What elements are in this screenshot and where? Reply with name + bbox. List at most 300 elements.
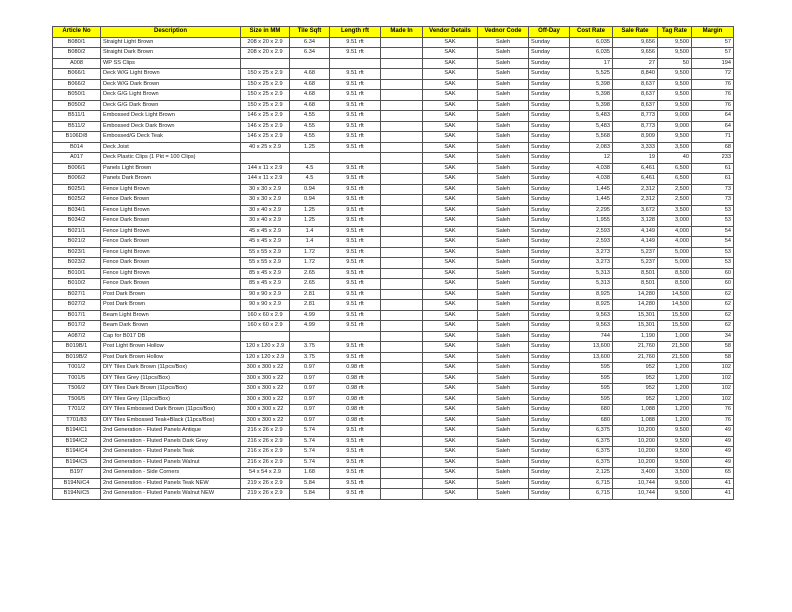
- cell-size-mm[interactable]: 216 x 26 x 2.9: [241, 426, 290, 437]
- cell-margin[interactable]: 64: [692, 111, 734, 122]
- cell-length-rft[interactable]: 9.51 rft: [330, 132, 381, 143]
- cell-tile-sqft[interactable]: 4.55: [290, 111, 330, 122]
- cell-article-no[interactable]: T701/83: [53, 415, 101, 426]
- cell-tag-rate[interactable]: 15,500: [658, 310, 692, 321]
- cell-cost-rate[interactable]: 17: [570, 58, 613, 69]
- cell-off-day[interactable]: Sunday: [529, 352, 570, 363]
- cell-margin[interactable]: 62: [692, 310, 734, 321]
- cell-tag-rate[interactable]: 1,200: [658, 373, 692, 384]
- cell-description[interactable]: Post Dark Brown: [101, 300, 241, 311]
- cell-made-in[interactable]: [381, 58, 423, 69]
- cell-tile-sqft[interactable]: 3.75: [290, 352, 330, 363]
- cell-sale-rate[interactable]: 3,672: [613, 205, 658, 216]
- cell-made-in[interactable]: [381, 331, 423, 342]
- cell-sale-rate[interactable]: 1,088: [613, 415, 658, 426]
- cell-length-rft[interactable]: 9.51 rft: [330, 289, 381, 300]
- cell-vendor-code[interactable]: Saleh: [478, 184, 529, 195]
- cell-vendor-details[interactable]: SAK: [423, 216, 478, 227]
- cell-description[interactable]: Fence Light Brown: [101, 205, 241, 216]
- cell-length-rft[interactable]: 9.51 rft: [330, 436, 381, 447]
- cell-size-mm[interactable]: 85 x 45 x 2.9: [241, 279, 290, 290]
- cell-tag-rate[interactable]: 50: [658, 58, 692, 69]
- cell-tile-sqft[interactable]: 0.97: [290, 415, 330, 426]
- cell-made-in[interactable]: [381, 258, 423, 269]
- cell-article-no[interactable]: B194/C2: [53, 436, 101, 447]
- cell-tag-rate[interactable]: 9,500: [658, 69, 692, 80]
- cell-length-rft[interactable]: 9.51 rft: [330, 184, 381, 195]
- cell-description[interactable]: Fence Dark Brown: [101, 279, 241, 290]
- cell-size-mm[interactable]: 30 x 40 x 2.9: [241, 205, 290, 216]
- cell-vendor-code[interactable]: Saleh: [478, 37, 529, 48]
- cell-cost-rate[interactable]: 2,593: [570, 237, 613, 248]
- cell-article-no[interactable]: B194/C1: [53, 426, 101, 437]
- cell-tag-rate[interactable]: 4,000: [658, 226, 692, 237]
- cell-off-day[interactable]: Sunday: [529, 132, 570, 143]
- cell-cost-rate[interactable]: 5,313: [570, 279, 613, 290]
- cell-sale-rate[interactable]: 8,773: [613, 111, 658, 122]
- cell-vendor-code[interactable]: Saleh: [478, 384, 529, 395]
- cell-sale-rate[interactable]: 6,461: [613, 163, 658, 174]
- cell-cost-rate[interactable]: 2,125: [570, 468, 613, 479]
- cell-sale-rate[interactable]: 4,149: [613, 237, 658, 248]
- cell-description[interactable]: Deck W/G Dark Brown: [101, 79, 241, 90]
- cell-sale-rate[interactable]: 8,501: [613, 279, 658, 290]
- cell-off-day[interactable]: Sunday: [529, 184, 570, 195]
- cell-tile-sqft[interactable]: 0.94: [290, 184, 330, 195]
- cell-margin[interactable]: 53: [692, 258, 734, 269]
- cell-made-in[interactable]: [381, 468, 423, 479]
- cell-cost-rate[interactable]: 6,035: [570, 37, 613, 48]
- cell-vendor-code[interactable]: Saleh: [478, 321, 529, 332]
- cell-made-in[interactable]: [381, 489, 423, 500]
- cell-vendor-code[interactable]: Saleh: [478, 48, 529, 59]
- cell-length-rft[interactable]: 9.51 rft: [330, 468, 381, 479]
- cell-vendor-code[interactable]: Saleh: [478, 373, 529, 384]
- cell-made-in[interactable]: [381, 247, 423, 258]
- cell-cost-rate[interactable]: 595: [570, 394, 613, 405]
- cell-off-day[interactable]: Sunday: [529, 58, 570, 69]
- cell-off-day[interactable]: Sunday: [529, 100, 570, 111]
- cell-vendor-details[interactable]: SAK: [423, 90, 478, 101]
- cell-sale-rate[interactable]: 10,200: [613, 447, 658, 458]
- cell-tile-sqft[interactable]: 0.97: [290, 384, 330, 395]
- cell-vendor-code[interactable]: Saleh: [478, 69, 529, 80]
- cell-vendor-code[interactable]: Saleh: [478, 415, 529, 426]
- cell-length-rft[interactable]: 0.98 rft: [330, 405, 381, 416]
- cell-tag-rate[interactable]: 9,500: [658, 37, 692, 48]
- cell-vendor-code[interactable]: Saleh: [478, 174, 529, 185]
- cell-description[interactable]: DIY Tiles Dark Brown (11pcs/Box): [101, 363, 241, 374]
- cell-made-in[interactable]: [381, 121, 423, 132]
- cell-sale-rate[interactable]: 14,280: [613, 300, 658, 311]
- cell-cost-rate[interactable]: 6,715: [570, 478, 613, 489]
- cell-article-no[interactable]: B034/2: [53, 216, 101, 227]
- cell-length-rft[interactable]: 9.51 rft: [330, 237, 381, 248]
- cell-article-no[interactable]: A008: [53, 58, 101, 69]
- cell-made-in[interactable]: [381, 342, 423, 353]
- cell-article-no[interactable]: B080/2: [53, 48, 101, 59]
- cell-description[interactable]: Fence Dark Brown: [101, 216, 241, 227]
- cell-made-in[interactable]: [381, 310, 423, 321]
- cell-sale-rate[interactable]: 10,200: [613, 457, 658, 468]
- cell-made-in[interactable]: [381, 205, 423, 216]
- cell-size-mm[interactable]: 208 x 20 x 2.9: [241, 48, 290, 59]
- cell-off-day[interactable]: Sunday: [529, 394, 570, 405]
- cell-cost-rate[interactable]: 6,375: [570, 457, 613, 468]
- cell-article-no[interactable]: B194/C5: [53, 457, 101, 468]
- cell-length-rft[interactable]: 9.51 rft: [330, 174, 381, 185]
- cell-length-rft[interactable]: 9.51 rft: [330, 352, 381, 363]
- cell-tag-rate[interactable]: 8,500: [658, 279, 692, 290]
- cell-article-no[interactable]: B006/1: [53, 163, 101, 174]
- cell-made-in[interactable]: [381, 363, 423, 374]
- cell-made-in[interactable]: [381, 79, 423, 90]
- cell-made-in[interactable]: [381, 237, 423, 248]
- cell-tag-rate[interactable]: 6,500: [658, 163, 692, 174]
- cell-tag-rate[interactable]: 6,500: [658, 174, 692, 185]
- cell-description[interactable]: 2nd Generation - Side Corners: [101, 468, 241, 479]
- cell-description[interactable]: Cap for B017 DB: [101, 331, 241, 342]
- cell-cost-rate[interactable]: 6,035: [570, 48, 613, 59]
- cell-length-rft[interactable]: 9.51 rft: [330, 258, 381, 269]
- cell-article-no[interactable]: B019B/1: [53, 342, 101, 353]
- cell-margin[interactable]: 34: [692, 331, 734, 342]
- cell-description[interactable]: Fence Dark Brown: [101, 237, 241, 248]
- cell-vendor-code[interactable]: Saleh: [478, 342, 529, 353]
- cell-vendor-details[interactable]: SAK: [423, 415, 478, 426]
- cell-vendor-details[interactable]: SAK: [423, 237, 478, 248]
- cell-cost-rate[interactable]: 595: [570, 373, 613, 384]
- cell-vendor-code[interactable]: Saleh: [478, 226, 529, 237]
- cell-vendor-code[interactable]: Saleh: [478, 268, 529, 279]
- cell-made-in[interactable]: [381, 195, 423, 206]
- cell-vendor-details[interactable]: SAK: [423, 184, 478, 195]
- cell-made-in[interactable]: [381, 142, 423, 153]
- cell-vendor-code[interactable]: Saleh: [478, 100, 529, 111]
- cell-tile-sqft[interactable]: 4.68: [290, 90, 330, 101]
- cell-off-day[interactable]: Sunday: [529, 111, 570, 122]
- cell-cost-rate[interactable]: 2,295: [570, 205, 613, 216]
- cell-vendor-code[interactable]: Saleh: [478, 216, 529, 227]
- cell-vendor-details[interactable]: SAK: [423, 153, 478, 164]
- cell-margin[interactable]: 53: [692, 216, 734, 227]
- cell-vendor-details[interactable]: SAK: [423, 300, 478, 311]
- cell-tag-rate[interactable]: 3,500: [658, 142, 692, 153]
- cell-margin[interactable]: 102: [692, 373, 734, 384]
- cell-tile-sqft[interactable]: 1.68: [290, 468, 330, 479]
- cell-size-mm[interactable]: 120 x 120 x 2.9: [241, 342, 290, 353]
- cell-vendor-details[interactable]: SAK: [423, 37, 478, 48]
- cell-description[interactable]: Deck G/G Light Brown: [101, 90, 241, 101]
- cell-description[interactable]: DIY Tiles Grey (11pcs/Box): [101, 373, 241, 384]
- cell-cost-rate[interactable]: 595: [570, 363, 613, 374]
- cell-tile-sqft[interactable]: 0.97: [290, 394, 330, 405]
- cell-tag-rate[interactable]: 40: [658, 153, 692, 164]
- cell-off-day[interactable]: Sunday: [529, 289, 570, 300]
- cell-vendor-code[interactable]: Saleh: [478, 489, 529, 500]
- cell-description[interactable]: 2nd Generation - Fluted Panels Antique: [101, 426, 241, 437]
- cell-off-day[interactable]: Sunday: [529, 79, 570, 90]
- cell-off-day[interactable]: Sunday: [529, 195, 570, 206]
- cell-description[interactable]: Fence Dark Brown: [101, 258, 241, 269]
- cell-made-in[interactable]: [381, 436, 423, 447]
- cell-off-day[interactable]: Sunday: [529, 415, 570, 426]
- cell-made-in[interactable]: [381, 69, 423, 80]
- cell-size-mm[interactable]: 40 x 25 x 2.9: [241, 142, 290, 153]
- cell-off-day[interactable]: Sunday: [529, 436, 570, 447]
- cell-vendor-details[interactable]: SAK: [423, 174, 478, 185]
- cell-sale-rate[interactable]: 10,200: [613, 426, 658, 437]
- cell-tile-sqft[interactable]: 5.84: [290, 489, 330, 500]
- cell-description[interactable]: Straight Light Brown: [101, 37, 241, 48]
- cell-made-in[interactable]: [381, 289, 423, 300]
- cell-vendor-details[interactable]: SAK: [423, 111, 478, 122]
- cell-vendor-details[interactable]: SAK: [423, 384, 478, 395]
- cell-article-no[interactable]: B021/1: [53, 226, 101, 237]
- cell-article-no[interactable]: B021/2: [53, 237, 101, 248]
- cell-article-no[interactable]: B066/1: [53, 69, 101, 80]
- cell-description[interactable]: Fence Light Brown: [101, 184, 241, 195]
- cell-made-in[interactable]: [381, 163, 423, 174]
- cell-tile-sqft[interactable]: 4.68: [290, 100, 330, 111]
- cell-vendor-details[interactable]: SAK: [423, 321, 478, 332]
- cell-length-rft[interactable]: 9.51 rft: [330, 342, 381, 353]
- cell-sale-rate[interactable]: 8,909: [613, 132, 658, 143]
- cell-sale-rate[interactable]: 8,501: [613, 268, 658, 279]
- cell-length-rft[interactable]: 9.51 rft: [330, 310, 381, 321]
- cell-cost-rate[interactable]: 6,375: [570, 436, 613, 447]
- cell-description[interactable]: Embossed Deck Dark Brown: [101, 121, 241, 132]
- cell-margin[interactable]: 76: [692, 90, 734, 101]
- cell-length-rft[interactable]: [330, 331, 381, 342]
- cell-article-no[interactable]: B023/2: [53, 258, 101, 269]
- cell-sale-rate[interactable]: 8,773: [613, 121, 658, 132]
- cell-vendor-details[interactable]: SAK: [423, 226, 478, 237]
- cell-vendor-details[interactable]: SAK: [423, 79, 478, 90]
- cell-article-no[interactable]: B066/2: [53, 79, 101, 90]
- cell-sale-rate[interactable]: 3,400: [613, 468, 658, 479]
- cell-description[interactable]: DIY Tiles Grey (11pcs/Box): [101, 394, 241, 405]
- cell-length-rft[interactable]: 9.51 rft: [330, 163, 381, 174]
- cell-margin[interactable]: 61: [692, 163, 734, 174]
- cell-description[interactable]: 2nd Generation - Fluted Panels Walnut: [101, 457, 241, 468]
- cell-description[interactable]: Straight Dark Brown: [101, 48, 241, 59]
- cell-size-mm[interactable]: 85 x 45 x 2.9: [241, 268, 290, 279]
- cell-tile-sqft[interactable]: 1.25: [290, 205, 330, 216]
- cell-vendor-details[interactable]: SAK: [423, 331, 478, 342]
- cell-vendor-code[interactable]: Saleh: [478, 247, 529, 258]
- cell-sale-rate[interactable]: 952: [613, 384, 658, 395]
- cell-article-no[interactable]: B050/2: [53, 100, 101, 111]
- cell-vendor-code[interactable]: Saleh: [478, 289, 529, 300]
- cell-length-rft[interactable]: 9.51 rft: [330, 195, 381, 206]
- cell-cost-rate[interactable]: 595: [570, 384, 613, 395]
- cell-size-mm[interactable]: 216 x 26 x 2.9: [241, 447, 290, 458]
- cell-size-mm[interactable]: [241, 153, 290, 164]
- cell-length-rft[interactable]: 9.51 rft: [330, 111, 381, 122]
- cell-margin[interactable]: 64: [692, 121, 734, 132]
- cell-off-day[interactable]: Sunday: [529, 247, 570, 258]
- cell-made-in[interactable]: [381, 394, 423, 405]
- cell-made-in[interactable]: [381, 384, 423, 395]
- cell-size-mm[interactable]: 45 x 45 x 2.9: [241, 237, 290, 248]
- cell-vendor-code[interactable]: Saleh: [478, 111, 529, 122]
- cell-sale-rate[interactable]: 4,149: [613, 226, 658, 237]
- cell-margin[interactable]: 102: [692, 394, 734, 405]
- cell-description[interactable]: Fence Dark Brown: [101, 195, 241, 206]
- cell-tag-rate[interactable]: 9,500: [658, 79, 692, 90]
- cell-sale-rate[interactable]: 5,237: [613, 247, 658, 258]
- cell-vendor-details[interactable]: SAK: [423, 436, 478, 447]
- cell-size-mm[interactable]: 300 x 300 x 22: [241, 373, 290, 384]
- cell-vendor-code[interactable]: Saleh: [478, 363, 529, 374]
- cell-off-day[interactable]: Sunday: [529, 174, 570, 185]
- cell-made-in[interactable]: [381, 174, 423, 185]
- cell-size-mm[interactable]: 90 x 90 x 2.9: [241, 300, 290, 311]
- cell-tag-rate[interactable]: 9,500: [658, 457, 692, 468]
- cell-vendor-code[interactable]: Saleh: [478, 478, 529, 489]
- cell-length-rft[interactable]: 9.51 rft: [330, 268, 381, 279]
- cell-cost-rate[interactable]: 3,273: [570, 258, 613, 269]
- cell-margin[interactable]: 62: [692, 321, 734, 332]
- cell-vendor-code[interactable]: Saleh: [478, 331, 529, 342]
- cell-off-day[interactable]: Sunday: [529, 237, 570, 248]
- cell-vendor-code[interactable]: Saleh: [478, 205, 529, 216]
- cell-size-mm[interactable]: 146 x 25 x 2.9: [241, 132, 290, 143]
- cell-vendor-code[interactable]: Saleh: [478, 195, 529, 206]
- cell-off-day[interactable]: Sunday: [529, 457, 570, 468]
- cell-cost-rate[interactable]: 5,398: [570, 79, 613, 90]
- cell-tile-sqft[interactable]: 4.55: [290, 132, 330, 143]
- cell-off-day[interactable]: Sunday: [529, 478, 570, 489]
- cell-article-no[interactable]: B197: [53, 468, 101, 479]
- cell-cost-rate[interactable]: 8,925: [570, 289, 613, 300]
- cell-margin[interactable]: 57: [692, 48, 734, 59]
- cell-vendor-code[interactable]: Saleh: [478, 258, 529, 269]
- cell-made-in[interactable]: [381, 153, 423, 164]
- cell-tile-sqft[interactable]: 0.94: [290, 195, 330, 206]
- cell-size-mm[interactable]: 300 x 300 x 22: [241, 394, 290, 405]
- cell-length-rft[interactable]: 9.51 rft: [330, 142, 381, 153]
- cell-sale-rate[interactable]: 15,301: [613, 310, 658, 321]
- cell-off-day[interactable]: Sunday: [529, 121, 570, 132]
- cell-sale-rate[interactable]: 10,744: [613, 489, 658, 500]
- cell-description[interactable]: Deck Plastic Clips (1 Pkt = 100 Clips): [101, 153, 241, 164]
- cell-cost-rate[interactable]: 5,525: [570, 69, 613, 80]
- cell-length-rft[interactable]: 0.98 rft: [330, 373, 381, 384]
- cell-tile-sqft[interactable]: 4.5: [290, 174, 330, 185]
- cell-size-mm[interactable]: 160 x 60 x 2.9: [241, 321, 290, 332]
- cell-cost-rate[interactable]: 1,445: [570, 195, 613, 206]
- cell-margin[interactable]: 49: [692, 436, 734, 447]
- cell-size-mm[interactable]: 90 x 90 x 2.9: [241, 289, 290, 300]
- cell-vendor-code[interactable]: Saleh: [478, 447, 529, 458]
- cell-tag-rate[interactable]: 1,200: [658, 384, 692, 395]
- cell-size-mm[interactable]: 55 x 55 x 2.9: [241, 247, 290, 258]
- cell-made-in[interactable]: [381, 426, 423, 437]
- cell-off-day[interactable]: Sunday: [529, 226, 570, 237]
- cell-tag-rate[interactable]: 4,000: [658, 237, 692, 248]
- cell-vendor-details[interactable]: SAK: [423, 205, 478, 216]
- cell-tag-rate[interactable]: 15,500: [658, 321, 692, 332]
- cell-description[interactable]: Fence Light Brown: [101, 226, 241, 237]
- cell-article-no[interactable]: B080/1: [53, 37, 101, 48]
- cell-sale-rate[interactable]: 9,656: [613, 37, 658, 48]
- cell-margin[interactable]: 53: [692, 247, 734, 258]
- cell-article-no[interactable]: B034/1: [53, 205, 101, 216]
- cell-margin[interactable]: 65: [692, 468, 734, 479]
- cell-vendor-code[interactable]: Saleh: [478, 300, 529, 311]
- cell-size-mm[interactable]: 55 x 55 x 2.9: [241, 258, 290, 269]
- cell-vendor-details[interactable]: SAK: [423, 142, 478, 153]
- cell-margin[interactable]: 68: [692, 142, 734, 153]
- cell-margin[interactable]: 41: [692, 478, 734, 489]
- cell-size-mm[interactable]: 144 x 11 x 2.9: [241, 174, 290, 185]
- cell-article-no[interactable]: B017/1: [53, 310, 101, 321]
- cell-made-in[interactable]: [381, 405, 423, 416]
- cell-length-rft[interactable]: 9.51 rft: [330, 90, 381, 101]
- cell-article-no[interactable]: B027/1: [53, 289, 101, 300]
- cell-sale-rate[interactable]: 14,280: [613, 289, 658, 300]
- cell-tile-sqft[interactable]: 4.68: [290, 79, 330, 90]
- cell-size-mm[interactable]: 150 x 25 x 2.9: [241, 90, 290, 101]
- cell-tile-sqft[interactable]: [290, 58, 330, 69]
- cell-tag-rate[interactable]: 9,500: [658, 489, 692, 500]
- cell-made-in[interactable]: [381, 48, 423, 59]
- cell-tag-rate[interactable]: 3,500: [658, 468, 692, 479]
- cell-cost-rate[interactable]: 3,273: [570, 247, 613, 258]
- cell-margin[interactable]: 73: [692, 195, 734, 206]
- cell-sale-rate[interactable]: 3,333: [613, 142, 658, 153]
- cell-sale-rate[interactable]: 27: [613, 58, 658, 69]
- cell-vendor-details[interactable]: SAK: [423, 405, 478, 416]
- cell-article-no[interactable]: B023/1: [53, 247, 101, 258]
- cell-tile-sqft[interactable]: 4.99: [290, 310, 330, 321]
- cell-size-mm[interactable]: 30 x 30 x 2.9: [241, 184, 290, 195]
- cell-margin[interactable]: 41: [692, 489, 734, 500]
- cell-made-in[interactable]: [381, 37, 423, 48]
- cell-off-day[interactable]: Sunday: [529, 279, 570, 290]
- cell-tag-rate[interactable]: 14,500: [658, 300, 692, 311]
- cell-tag-rate[interactable]: 2,500: [658, 195, 692, 206]
- cell-tile-sqft[interactable]: 0.97: [290, 363, 330, 374]
- cell-article-no[interactable]: A017: [53, 153, 101, 164]
- cell-size-mm[interactable]: 146 x 25 x 2.9: [241, 121, 290, 132]
- cell-length-rft[interactable]: 9.51 rft: [330, 279, 381, 290]
- cell-margin[interactable]: 49: [692, 426, 734, 437]
- cell-tag-rate[interactable]: 9,500: [658, 48, 692, 59]
- cell-margin[interactable]: 194: [692, 58, 734, 69]
- cell-sale-rate[interactable]: 3,128: [613, 216, 658, 227]
- cell-off-day[interactable]: Sunday: [529, 258, 570, 269]
- cell-size-mm[interactable]: 144 x 11 x 2.9: [241, 163, 290, 174]
- cell-vendor-details[interactable]: SAK: [423, 426, 478, 437]
- cell-cost-rate[interactable]: 6,715: [570, 489, 613, 500]
- cell-vendor-details[interactable]: SAK: [423, 478, 478, 489]
- cell-size-mm[interactable]: [241, 331, 290, 342]
- cell-off-day[interactable]: Sunday: [529, 331, 570, 342]
- cell-tile-sqft[interactable]: 4.55: [290, 121, 330, 132]
- cell-vendor-code[interactable]: Saleh: [478, 468, 529, 479]
- cell-article-no[interactable]: B106D/8: [53, 132, 101, 143]
- cell-article-no[interactable]: B511/1: [53, 111, 101, 122]
- cell-vendor-details[interactable]: SAK: [423, 489, 478, 500]
- cell-off-day[interactable]: Sunday: [529, 48, 570, 59]
- cell-off-day[interactable]: Sunday: [529, 342, 570, 353]
- cell-margin[interactable]: 60: [692, 279, 734, 290]
- cell-vendor-details[interactable]: SAK: [423, 195, 478, 206]
- cell-article-no[interactable]: T001/2: [53, 363, 101, 374]
